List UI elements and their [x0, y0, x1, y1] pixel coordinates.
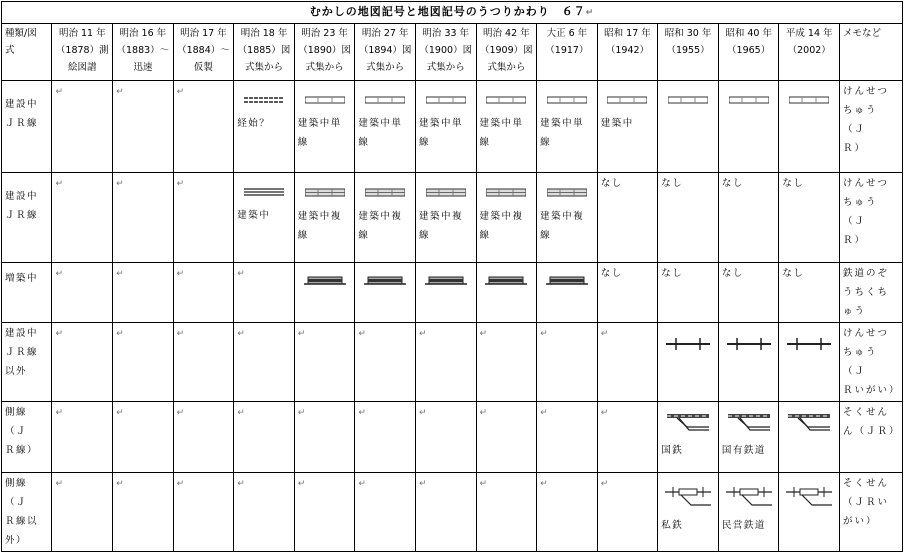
- type-label: 側線（Ｊ: [5, 407, 28, 437]
- paragraph-mark: ↵: [116, 479, 124, 489]
- memo-cell: [840, 263, 903, 323]
- symbol-cell: [52, 81, 113, 173]
- symbol-label: 線: [540, 230, 552, 241]
- symbol-cell: [779, 402, 840, 473]
- track-widening-symbol: [304, 276, 346, 285]
- symbol-cell: [234, 263, 295, 323]
- table-row: [2, 173, 903, 263]
- non-jr-siding-symbol: [665, 486, 711, 508]
- memo-text: Ｒ）: [843, 235, 867, 246]
- symbol-cell: [718, 263, 779, 323]
- header-text: 式集から: [305, 62, 344, 73]
- single-track-construction-symbol: [668, 96, 708, 104]
- table-row: [2, 263, 903, 323]
- header-cell: [779, 24, 840, 81]
- symbol-cell: [52, 173, 113, 263]
- symbol-label: 建築中単: [479, 118, 524, 129]
- header-text: （1878）測: [55, 45, 109, 56]
- paragraph-mark: ↵: [176, 269, 185, 279]
- track-widening-symbol: [485, 276, 527, 285]
- paragraph-mark: ↵: [358, 408, 366, 418]
- symbol-label: 建築中単: [358, 118, 403, 129]
- paragraph-mark: ↵: [116, 408, 124, 418]
- header-text: （1955）: [666, 45, 710, 56]
- track-widening-symbol: [425, 276, 467, 285]
- symbol-label: 建築中複: [479, 211, 524, 222]
- symbol-cell: [113, 473, 174, 552]
- symbol-cell: [294, 473, 355, 552]
- symbol-cell: [597, 473, 658, 552]
- header-cell: [840, 24, 903, 81]
- header-text: 明治 42 年: [483, 28, 530, 39]
- jr-siding-symbol: [726, 413, 772, 433]
- jr-siding-symbol: [665, 413, 711, 433]
- symbol-cell: [113, 263, 174, 323]
- type-label: 以外: [5, 366, 28, 377]
- header-text: 昭和 30 年: [664, 28, 712, 39]
- type-cell: [2, 81, 52, 173]
- paragraph-mark: ↵: [540, 329, 548, 339]
- header-text: 式集から: [366, 62, 405, 73]
- symbol-label: 建築中単: [297, 118, 342, 129]
- header-text: 昭和 40 年: [725, 28, 772, 39]
- header-text: 明治 23 年: [301, 28, 348, 39]
- header-cell: [597, 24, 658, 81]
- symbol-cell: [173, 473, 234, 552]
- table-row: [2, 81, 903, 173]
- paragraph-mark: ↵: [358, 479, 366, 489]
- non-jr-siding-symbol: [726, 486, 772, 508]
- header-text: （1883）～: [116, 45, 170, 56]
- symbol-label: 線: [540, 137, 552, 148]
- symbol-cell: [355, 323, 416, 402]
- symbol-cell: [537, 263, 598, 323]
- memo-text: そくせん: [843, 407, 890, 418]
- memo-text: がい）: [843, 516, 878, 527]
- header-text: （1885）図: [237, 45, 291, 56]
- symbol-cell: [476, 473, 537, 552]
- symbol-label: 線: [297, 230, 309, 241]
- paragraph-mark: ↵: [540, 408, 548, 418]
- symbol-cell: [476, 263, 537, 323]
- type-label: 外）: [5, 535, 28, 546]
- paragraph-mark: ↵: [116, 269, 124, 279]
- memo-text: けんせつ: [843, 328, 890, 339]
- symbol-cell: [113, 323, 174, 402]
- none-label: なし: [600, 268, 623, 279]
- paragraph-mark: ↵: [600, 329, 609, 339]
- memo-text: うちくち: [843, 287, 890, 298]
- symbol-cell: [234, 81, 295, 173]
- symbol-cell: [173, 263, 234, 323]
- symbol-label: 線: [479, 230, 491, 241]
- symbol-cell: [52, 323, 113, 402]
- none-label: なし: [600, 178, 623, 189]
- header-text: メモなど: [843, 28, 882, 39]
- type-label: Ｒ線）: [5, 445, 39, 456]
- non-jr-construction-symbol: [787, 338, 831, 350]
- symbol-label: 建築中複: [418, 211, 463, 222]
- symbol-cell: [113, 402, 174, 473]
- symbol-cell: [415, 402, 476, 473]
- single-track-construction-symbol: [729, 96, 769, 104]
- symbol-label: 線: [358, 137, 370, 148]
- header-text: 仮製: [193, 62, 213, 73]
- header-text: 種類/図: [5, 28, 37, 39]
- header-cell: [52, 24, 113, 81]
- header-text: 明治 27 年: [361, 28, 409, 39]
- symbol-cell: [658, 263, 719, 323]
- paragraph-mark: ↵: [55, 179, 64, 189]
- symbol-cell: [355, 473, 416, 552]
- table-row: [2, 402, 903, 473]
- symbol-label: 建築中単: [540, 118, 585, 129]
- paragraph-mark: ↵: [418, 408, 427, 418]
- symbol-cell: [113, 81, 174, 173]
- memo-cell: [840, 402, 903, 473]
- symbol-cell: [294, 402, 355, 473]
- symbol-cell: [537, 323, 598, 402]
- header-cell: [476, 24, 537, 81]
- header-cell: [113, 24, 174, 81]
- memo-text: ん（ＪＲ）: [843, 426, 901, 437]
- symbol-cell: [718, 402, 779, 473]
- symbol-cell: [294, 323, 355, 402]
- single-track-construction-symbol: [365, 96, 405, 104]
- symbol-cell: [52, 263, 113, 323]
- symbol-label: 線: [479, 137, 491, 148]
- symbol-cell: [658, 323, 719, 402]
- header-text: （1965）: [727, 45, 771, 56]
- header-text: （1890）図: [298, 45, 351, 56]
- symbol-cell: [294, 263, 355, 323]
- non-jr-construction-symbol: [666, 338, 710, 350]
- symbol-cell: [234, 323, 295, 402]
- symbol-label: 線: [418, 137, 430, 148]
- header-cell: [2, 24, 52, 81]
- table-row: [2, 323, 903, 402]
- symbol-label: 経始？: [237, 118, 271, 129]
- symbol-label: 国鉄: [661, 445, 684, 456]
- symbol-label: 建築中: [237, 210, 271, 221]
- header-cell: [173, 24, 234, 81]
- symbol-cell: [415, 81, 476, 173]
- symbol-cell: [597, 402, 658, 473]
- symbol-cell: [718, 173, 779, 263]
- symbol-cell: [658, 402, 719, 473]
- memo-text: Ｒ）: [843, 143, 867, 154]
- none-label: なし: [782, 268, 805, 279]
- memo-text: ゅう: [843, 306, 867, 317]
- none-label: なし: [721, 178, 744, 189]
- header-cell: [718, 24, 779, 81]
- symbol-cell: [415, 323, 476, 402]
- symbol-cell: [355, 81, 416, 173]
- symbol-cell: [173, 402, 234, 473]
- header-text: 昭和 17 年: [604, 28, 651, 39]
- symbol-cell: [476, 323, 537, 402]
- paragraph-mark: ↵: [176, 479, 185, 489]
- non-jr-construction-symbol: [727, 338, 771, 350]
- symbol-cell: [415, 173, 476, 263]
- symbol-label: 建築中単: [418, 118, 463, 129]
- header-text: 明治 33 年: [422, 28, 470, 39]
- paragraph-mark: ↵: [237, 479, 245, 489]
- symbol-cell: [597, 323, 658, 402]
- symbol-cell: [658, 81, 719, 173]
- type-label: ＪＲ線: [5, 210, 39, 221]
- symbol-cell: [234, 402, 295, 473]
- paragraph-mark: ↵: [418, 329, 427, 339]
- symbol-label: 線: [418, 230, 430, 241]
- header-cell: [294, 24, 355, 81]
- header-text: 大正 6 年: [546, 28, 588, 39]
- header-cell: [234, 24, 295, 81]
- paragraph-mark: ↵: [55, 479, 64, 489]
- symbol-cell: [597, 263, 658, 323]
- type-label: 増築中: [5, 273, 39, 284]
- paragraph-mark: ↵: [55, 269, 64, 279]
- symbol-label: 線: [297, 137, 309, 148]
- double-track-construction-symbol: [244, 188, 284, 196]
- header-text: 明治 18 年: [240, 28, 288, 39]
- symbol-label: 建築中複: [540, 211, 585, 222]
- paragraph-mark: ↵: [479, 408, 488, 418]
- symbol-cell: [537, 81, 598, 173]
- symbol-cell: [779, 323, 840, 402]
- symbol-cell: [294, 173, 355, 263]
- double-track-construction-symbol: [486, 188, 526, 197]
- header-row: [2, 24, 903, 81]
- symbol-cell: [718, 323, 779, 402]
- single-track-construction-symbol: [547, 96, 587, 104]
- type-cell: [2, 473, 52, 552]
- paragraph-mark: ↵: [55, 408, 64, 418]
- memo-cell: [840, 81, 903, 173]
- none-label: なし: [782, 178, 805, 189]
- header-cell: [355, 24, 416, 81]
- header-text: 平成 14 年: [785, 28, 833, 39]
- symbol-cell: [658, 173, 719, 263]
- paragraph-mark: ↵: [479, 479, 488, 489]
- memo-text: ちゅう（Ｊ: [843, 197, 878, 227]
- memo-text: けんせつ: [843, 178, 890, 189]
- symbol-cell: [779, 173, 840, 263]
- double-track-construction-symbol: [426, 188, 466, 197]
- symbol-cell: [537, 473, 598, 552]
- symbol-cell: [355, 173, 416, 263]
- header-text: （1884）～: [177, 45, 230, 56]
- paragraph-mark: ↵: [176, 87, 185, 97]
- single-track-construction-symbol: [789, 96, 829, 104]
- symbol-cell: [173, 81, 234, 173]
- header-text: 式集から: [426, 62, 465, 73]
- memo-cell: [840, 323, 903, 402]
- memo-text: Ｒいがい）: [843, 385, 901, 396]
- type-label: Ｒ線以: [5, 516, 39, 527]
- track-widening-symbol: [546, 276, 588, 285]
- header-text: （1894）図: [358, 45, 412, 56]
- track-widening-symbol: [364, 276, 406, 285]
- symbol-label: 建築中複: [297, 211, 342, 222]
- paragraph-mark: ↵: [600, 408, 609, 418]
- symbol-cell: [355, 402, 416, 473]
- paragraph-mark: ↵: [176, 329, 185, 339]
- header-text: 明治 11 年: [58, 28, 106, 39]
- header-cell: [658, 24, 719, 81]
- railway-under-construction-symbol: [244, 96, 284, 104]
- symbol-cell: [779, 81, 840, 173]
- none-label: なし: [661, 178, 684, 189]
- header-cell: [415, 24, 476, 81]
- symbol-cell: [597, 81, 658, 173]
- type-cell: [2, 173, 52, 263]
- symbol-label: 線: [358, 230, 370, 241]
- memo-cell: [840, 473, 903, 552]
- paragraph-mark: ↵: [600, 479, 609, 489]
- symbol-cell: [415, 263, 476, 323]
- paragraph-mark: ↵: [540, 479, 548, 489]
- symbol-cell: [415, 473, 476, 552]
- symbol-cell: [476, 81, 537, 173]
- type-label: ＪＲ線: [5, 118, 39, 129]
- header-text: 式集から: [245, 62, 284, 73]
- symbol-label: 建築中: [600, 118, 634, 129]
- single-track-construction-symbol: [486, 96, 526, 104]
- double-track-construction-symbol: [305, 188, 345, 197]
- header-text: 迅速: [133, 62, 153, 73]
- type-label: 建設中: [5, 191, 39, 202]
- symbol-cell: [537, 402, 598, 473]
- paragraph-mark: ↵: [55, 329, 64, 339]
- memo-cell: [840, 173, 903, 263]
- paragraph-mark: ↵: [116, 329, 124, 339]
- header-text: （1909）図: [479, 45, 533, 56]
- paragraph-mark: ↵: [176, 408, 185, 418]
- symbol-table: [1, 1, 903, 552]
- symbol-label: 建築中複: [358, 211, 403, 222]
- symbol-cell: [779, 263, 840, 323]
- paragraph-mark: ↵: [297, 479, 306, 489]
- header-text: 明治 16 年: [119, 28, 167, 39]
- header-text: 式集から: [487, 62, 526, 73]
- type-cell: [2, 402, 52, 473]
- paragraph-mark: ↵: [55, 87, 64, 97]
- memo-text: （ＪＲい: [843, 497, 890, 508]
- symbol-label: 私鉄: [661, 520, 684, 531]
- symbol-label: 民営鉄道: [721, 520, 766, 531]
- paragraph-mark: ↵: [237, 269, 245, 279]
- header-text: 式: [5, 45, 15, 56]
- symbol-cell: [476, 173, 537, 263]
- type-label: ＪＲ線: [5, 347, 39, 358]
- header-text: （1942）: [605, 45, 650, 56]
- paragraph-mark: ↵: [479, 329, 488, 339]
- paragraph-mark: ↵: [418, 479, 427, 489]
- paragraph-mark: ↵: [297, 329, 306, 339]
- symbol-cell: [597, 173, 658, 263]
- single-track-construction-symbol: [305, 96, 345, 104]
- type-cell: [2, 263, 52, 323]
- symbol-cell: [658, 473, 719, 552]
- symbol-cell: [52, 473, 113, 552]
- symbol-cell: [294, 81, 355, 173]
- header-text: （1900）図: [419, 45, 473, 56]
- symbol-cell: [718, 473, 779, 552]
- paragraph-mark: ↵: [116, 179, 124, 189]
- paragraph-mark: ↵: [237, 408, 245, 418]
- symbol-cell: [537, 173, 598, 263]
- type-label: 側線（Ｊ: [5, 478, 28, 508]
- type-label: 建設中: [5, 99, 39, 110]
- double-track-construction-symbol: [365, 188, 405, 197]
- symbol-cell: [718, 81, 779, 173]
- header-text: （1917）: [545, 45, 589, 56]
- symbol-cell: [173, 173, 234, 263]
- paragraph-mark: ↵: [176, 179, 185, 189]
- type-label: 建設中: [5, 328, 39, 339]
- paragraph-mark: ↵: [358, 329, 366, 339]
- memo-text: けんせつ: [843, 86, 890, 97]
- none-label: なし: [661, 268, 684, 279]
- memo-text: ちゅう（Ｊ: [843, 105, 878, 135]
- table-row: [2, 473, 903, 552]
- header-text: 明治 17 年: [180, 28, 227, 39]
- jr-siding-symbol: [786, 413, 832, 433]
- header-cell: [537, 24, 598, 81]
- memo-text: ちゅう（Ｊ: [843, 347, 878, 377]
- symbol-cell: [476, 402, 537, 473]
- paragraph-mark: ↵: [297, 408, 306, 418]
- header-text: （2002）: [787, 45, 831, 56]
- non-jr-siding-symbol: [786, 486, 832, 508]
- symbol-cell: [113, 173, 174, 263]
- symbol-cell: [173, 323, 234, 402]
- paragraph-mark: ↵: [116, 87, 124, 97]
- memo-text: 鉄道のぞ: [843, 268, 890, 279]
- double-track-construction-symbol: [547, 188, 587, 197]
- symbol-cell: [234, 173, 295, 263]
- symbol-cell: [355, 263, 416, 323]
- symbol-label: 国有鉄道: [721, 445, 766, 456]
- table-title: むかしの地図記号と地図記号のうつりかわり ６７↵: [2, 2, 903, 24]
- none-label: なし: [721, 268, 744, 279]
- header-text: 絵図譜: [68, 62, 97, 73]
- memo-text: そくせん: [843, 478, 890, 489]
- symbol-cell: [779, 473, 840, 552]
- symbol-cell: [52, 402, 113, 473]
- single-track-construction-symbol: [607, 96, 647, 104]
- single-track-construction-symbol: [426, 96, 466, 104]
- type-cell: [2, 323, 52, 402]
- symbol-cell: [234, 473, 295, 552]
- paragraph-mark: ↵: [237, 329, 245, 339]
